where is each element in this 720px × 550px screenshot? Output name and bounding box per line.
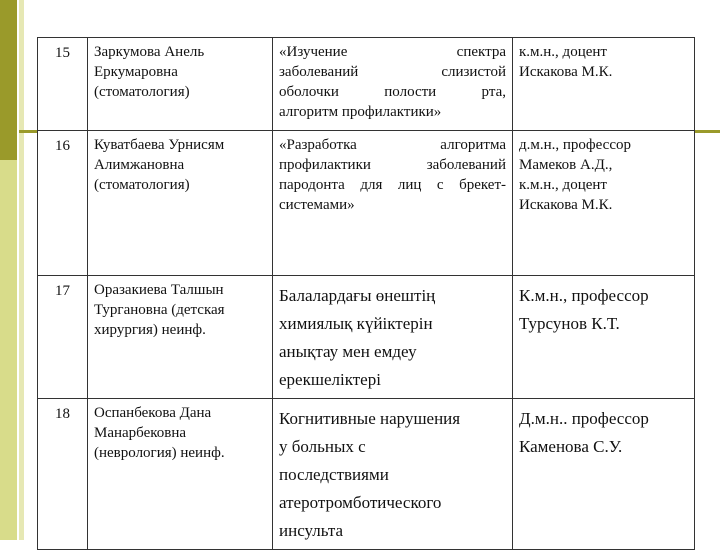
student-name-line: Оспанбекова Дана bbox=[94, 405, 212, 421]
left-accent-stripe bbox=[19, 0, 24, 540]
row-number: 16 bbox=[38, 131, 88, 276]
student-specialty: (неврология) неинф. bbox=[94, 445, 225, 461]
supervisor-line: Д.м.н.. профессор bbox=[519, 409, 649, 428]
research-topic bbox=[273, 276, 513, 399]
topic-line: «Изучение спектра bbox=[279, 44, 506, 60]
supervisor-line: Искакова М.К. bbox=[519, 64, 613, 80]
topic-line: оболочки полости рта, bbox=[279, 84, 506, 100]
student-name-line: Тургановна (детская bbox=[94, 302, 225, 318]
row-number: 17 bbox=[38, 276, 88, 399]
student-name-line: Алимжановна bbox=[94, 157, 185, 173]
row-number: 15 bbox=[38, 38, 88, 131]
topic-line: профилактики заболеваний bbox=[279, 157, 506, 173]
table-row bbox=[38, 131, 695, 276]
row-number: 18 bbox=[38, 399, 88, 550]
research-topic bbox=[273, 399, 513, 550]
topic-line: «Разработка алгоритма bbox=[279, 137, 506, 153]
topic-line: анықтау мен емдеу bbox=[279, 342, 417, 361]
topic-line: последствиями bbox=[279, 465, 389, 484]
topic-line: Когнитивные нарушения bbox=[279, 409, 461, 428]
supervisor-line: Каменова С.У. bbox=[519, 437, 623, 456]
topic-line: пародонта для лиц с брекет- bbox=[279, 177, 506, 193]
student-name bbox=[88, 399, 273, 550]
topic-line: заболеваний слизистой bbox=[279, 64, 506, 80]
topic-line: химиялық күйіктерін bbox=[279, 314, 433, 333]
student-specialty: хирургия) неинф. bbox=[94, 322, 206, 338]
topic-line: ерекшеліктері bbox=[279, 370, 381, 389]
students-table bbox=[37, 37, 695, 550]
supervisor bbox=[513, 131, 695, 276]
student-name-line: Манарбековна bbox=[94, 425, 187, 441]
supervisor-line: к.м.н., доцент bbox=[519, 44, 607, 60]
supervisor-line: Турсунов К.Т. bbox=[519, 314, 620, 333]
research-topic bbox=[273, 38, 513, 131]
table-row bbox=[38, 276, 695, 399]
topic-line: атеротромботического bbox=[279, 493, 442, 512]
supervisor bbox=[513, 276, 695, 399]
research-topic bbox=[273, 131, 513, 276]
topic-line: системами» bbox=[279, 197, 355, 213]
supervisor-line: к.м.н., доцент bbox=[519, 177, 607, 193]
supervisor bbox=[513, 399, 695, 550]
supervisor-line: Мамеков А.Д., bbox=[519, 157, 613, 173]
student-name bbox=[88, 38, 273, 131]
supervisor-line: К.м.н., профессор bbox=[519, 286, 649, 305]
supervisor-line: д.м.н., профессор bbox=[519, 137, 631, 153]
topic-line: Балалардағы өнештің bbox=[279, 286, 436, 305]
student-name-line: Еркумаровна bbox=[94, 64, 178, 80]
table-row bbox=[38, 399, 695, 550]
supervisor-line: Искакова М.К. bbox=[519, 197, 613, 213]
student-specialty: (стоматология) bbox=[94, 177, 190, 193]
table-row bbox=[38, 38, 695, 131]
student-name bbox=[88, 276, 273, 399]
topic-line: инсульта bbox=[279, 521, 344, 540]
student-name-line: Оразакиева Талшын bbox=[94, 282, 224, 298]
student-name-line: Заркумова Анель bbox=[94, 44, 205, 60]
topic-line: алгоритм профилактики» bbox=[279, 104, 442, 120]
student-name bbox=[88, 131, 273, 276]
student-specialty: (стоматология) bbox=[94, 84, 190, 100]
supervisor bbox=[513, 38, 695, 131]
left-accent-bar-dark bbox=[0, 0, 17, 160]
topic-line: у больных с bbox=[279, 437, 366, 456]
student-name-line: Куватбаева Урнисям bbox=[94, 137, 225, 153]
